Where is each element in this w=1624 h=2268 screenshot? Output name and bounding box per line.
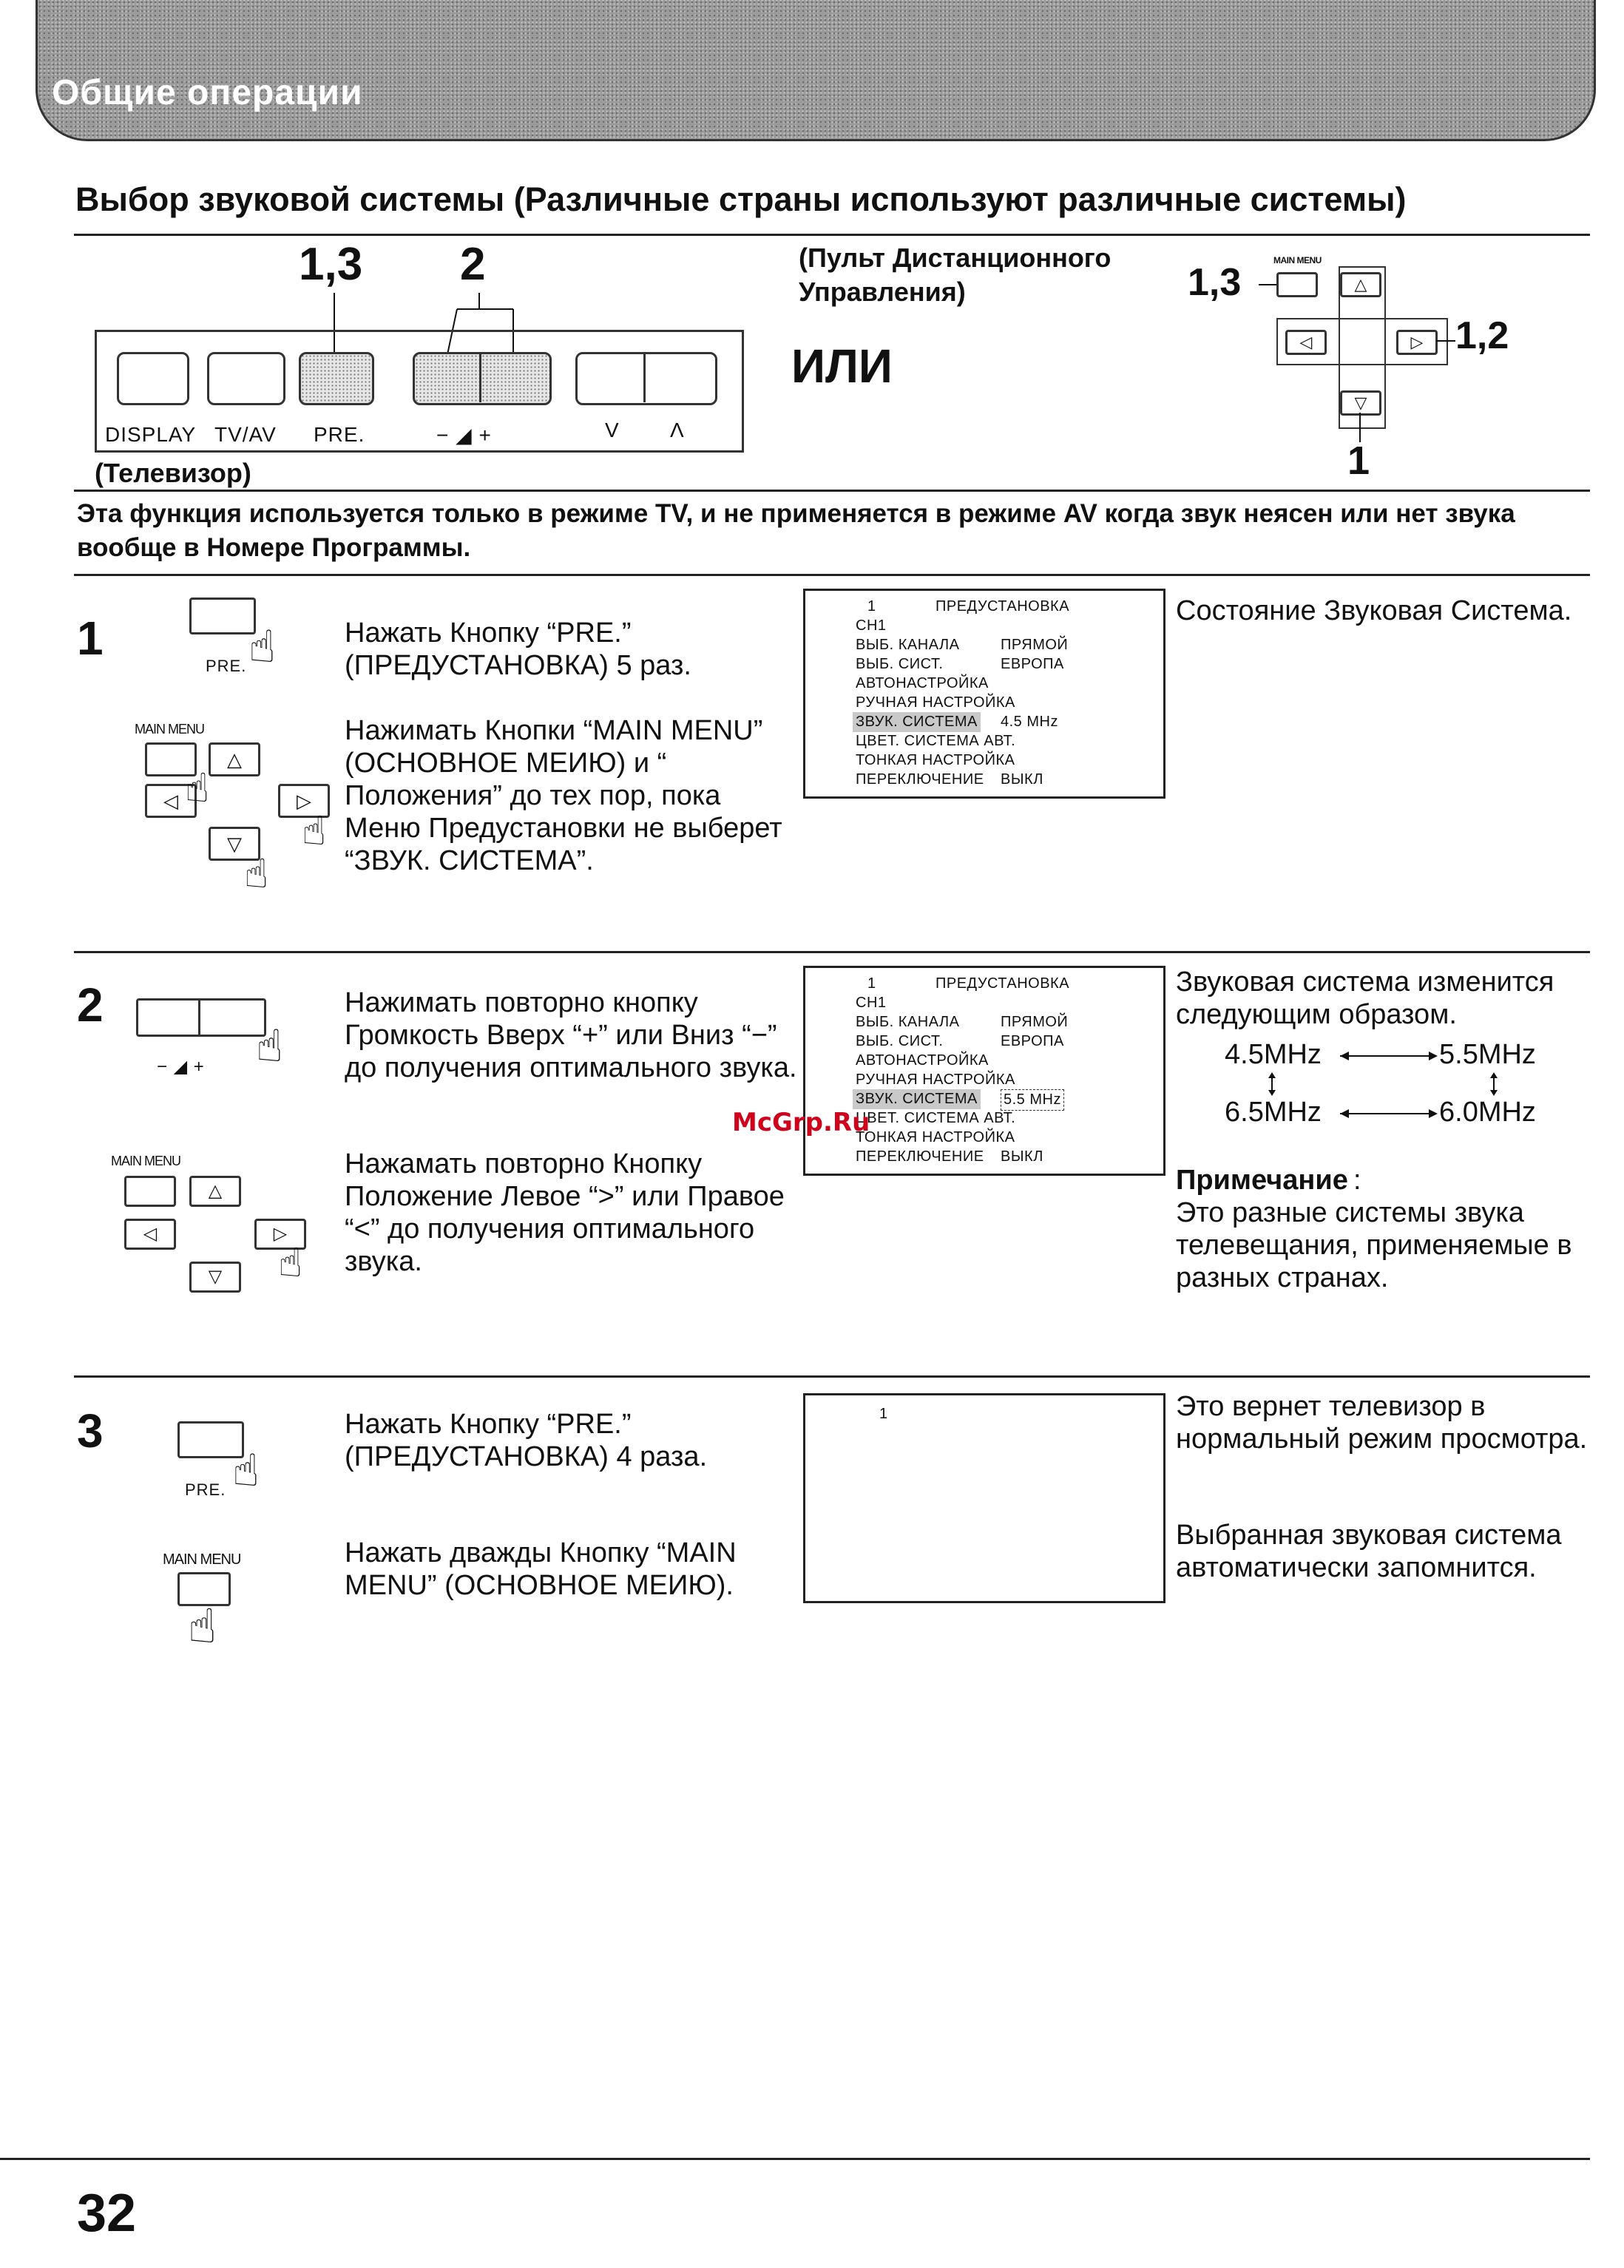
- step-2-text-b: Нажамать повторно Кнопку Положение Левое “>” или Правое “<” до получения оптимального звука.: [345, 1148, 785, 1277]
- osd-line-highlight: ЗВУК. СИСТЕМА: [853, 712, 981, 732]
- step-rule: [74, 951, 1590, 953]
- label-ch-down: V: [605, 419, 620, 441]
- osd-line: ЦВЕТ. СИСТЕМА АВТ.: [856, 1110, 1016, 1126]
- step-2-text-a: Нажимать повторно кнопку Громкость Вверх “+” или Вниз “−” до получения оптимального звука.: [345, 987, 797, 1083]
- left-key-icon: ◁: [124, 1219, 176, 1250]
- pointing-hand-icon: ☝: [278, 1241, 302, 1285]
- osd-line: АВТОНАСТРОЙКА: [856, 675, 989, 691]
- osd-line: ВЫБ. КАНАЛА: [856, 1014, 960, 1030]
- channel-buttons[interactable]: [575, 352, 717, 405]
- cycle-arrows: [1220, 1040, 1546, 1128]
- pointing-hand-icon: ☝: [244, 852, 268, 896]
- intro-note: Эта функция используется только в режиме TV, и не применяется в режиме AV когда звук неясен или нет звука вообще в Номере Программы.: [77, 499, 1515, 562]
- callout-1-3: 1,3: [299, 239, 363, 290]
- remote-left-button[interactable]: ◁: [1285, 330, 1327, 355]
- remote-down-button[interactable]: ▽: [1340, 390, 1381, 416]
- osd-line: ПЕРЕКЛЮЧЕНИЕ: [856, 771, 984, 788]
- osd-screen: [803, 966, 1165, 1176]
- step-1-right-text: Состояние Звуковая Система.: [1176, 595, 1572, 626]
- page-number: 32: [77, 2184, 137, 2243]
- remote-callout-1: 1: [1347, 439, 1370, 483]
- step-3-right-text-a: Это вернет телевизор в нормальный режим просмотра.: [1176, 1391, 1588, 1455]
- main-menu-key-label: MAIN MENU: [111, 1154, 180, 1168]
- volume-key-label: − ◢ +: [157, 1057, 205, 1077]
- cycle-value-a: 4.5MHz: [1225, 1039, 1322, 1070]
- osd-line: ВЫБ. КАНАЛА: [856, 637, 960, 653]
- title-rule: [74, 234, 1590, 236]
- osd-channel: 1: [879, 1406, 888, 1422]
- step-1-text-a: Нажать Кнопку “PRE.” (ПРЕДУСТАНОВКА) 5 раз.: [345, 617, 691, 681]
- osd-screen: [803, 1393, 1165, 1603]
- pre-button[interactable]: [299, 352, 374, 405]
- osd-channel: 1: [867, 975, 876, 992]
- remote-main-menu-button[interactable]: [1276, 272, 1318, 297]
- step-rule: [74, 1375, 1590, 1378]
- osd-line: АВТОНАСТРОЙКА: [856, 1052, 989, 1069]
- osd-line-value: ВЫКЛ: [1001, 1148, 1043, 1165]
- footer-rule: [0, 2158, 1590, 2160]
- section-title: Общие операции: [52, 73, 363, 112]
- right-key-icon: ▷: [254, 1219, 306, 1250]
- up-key-icon: △: [209, 742, 260, 776]
- remote-main-menu-label: MAIN MENU: [1273, 255, 1322, 265]
- osd-line: CH1: [856, 995, 887, 1011]
- pointing-hand-icon: ☝: [248, 622, 276, 671]
- osd-line: ВЫБ. СИСТ.: [856, 656, 944, 672]
- label-display: DISPLAY: [105, 423, 197, 446]
- step-1-text-b: Нажимать Кнопки “MAIN MENU” (ОСНОВНОЕ МЕИЮ) и “ Положения” до тех пор, пока Меню Предустановки не выберет “ЗВУК. СИСТЕМА”.: [345, 715, 782, 876]
- right-key-icon: ▷: [278, 784, 330, 818]
- remote-right-button[interactable]: ▷: [1396, 330, 1438, 355]
- note-label: Примечание: [1176, 1165, 1348, 1196]
- volume-key-divider: [198, 1001, 200, 1035]
- osd-line-value-blinking: 5.5 MHz: [1001, 1089, 1064, 1111]
- up-key-icon: △: [189, 1176, 241, 1207]
- osd-channel: 1: [867, 598, 876, 615]
- cycle-value-c: 6.5MHz: [1225, 1097, 1322, 1128]
- step-number: 1: [77, 612, 104, 665]
- remote-caption: (Пульт Дистанционного Управления): [799, 243, 1112, 307]
- dpad-center: [1340, 319, 1383, 362]
- or-label: ИЛИ: [791, 339, 893, 393]
- osd-line-value: 4.5 MHz: [1001, 714, 1058, 730]
- note-text: Это разные системы звука телевещания, применяемые в разных странах.: [1176, 1197, 1572, 1293]
- cycle-value-d: 6.0MHz: [1439, 1097, 1536, 1128]
- osd-line: РУЧНАЯ НАСТРОЙКА: [856, 1072, 1015, 1088]
- cycle-value-b: 5.5MHz: [1439, 1039, 1536, 1070]
- osd-title: ПРЕДУСТАНОВКА: [936, 975, 1070, 992]
- pointing-hand-icon: ☝: [188, 1600, 217, 1653]
- remote-callout-line: [1259, 284, 1276, 285]
- osd-title: ПРЕДУСТАНОВКА: [936, 598, 1070, 615]
- main-menu-key-label: MAIN MENU: [135, 722, 204, 737]
- osd-line: ЦВЕТ. СИСТЕМА АВТ.: [856, 733, 1016, 749]
- step-3-right-text-b: Выбранная звуковая система автоматически запомнится.: [1176, 1520, 1562, 1583]
- page-title: Выбор звуковой системы (Различные страны используют различные системы): [75, 180, 1407, 218]
- remote-callout-1-2: 1,2: [1455, 314, 1509, 357]
- channel-divider: [643, 353, 646, 402]
- osd-line-value: ЕВРОПА: [1001, 656, 1064, 672]
- label-pre: PRE.: [314, 423, 365, 446]
- osd-line: ПЕРЕКЛЮЧЕНИЕ: [856, 1148, 984, 1165]
- pointing-hand-icon: ☝: [302, 809, 326, 853]
- step-3-text-a: Нажать Кнопку “PRE.” (ПРЕДУСТАНОВКА) 4 раза.: [345, 1409, 708, 1472]
- osd-line-highlight: ЗВУК. СИСТЕМА: [853, 1089, 981, 1109]
- down-key-icon: ▽: [209, 827, 260, 861]
- step-number: 3: [77, 1404, 104, 1458]
- label-tv-av: TV/AV: [214, 423, 277, 446]
- osd-line-value: ВЫКЛ: [1001, 771, 1043, 788]
- section-banner: [35, 0, 1596, 141]
- osd-line-value: ЕВРОПА: [1001, 1033, 1064, 1049]
- intro-rule: [74, 574, 1590, 576]
- volume-key-icon: [136, 998, 266, 1037]
- pre-key-label: PRE.: [206, 657, 247, 675]
- note-colon: :: [1353, 1165, 1361, 1196]
- main-menu-key-label: MAIN MENU: [163, 1551, 241, 1568]
- volume-buttons[interactable]: [413, 352, 552, 405]
- tv-caption: (Телевизор): [95, 458, 251, 488]
- step-2-right-text: Звуковая система изменится следующим образом.: [1176, 967, 1554, 1030]
- step-number: 2: [77, 978, 104, 1032]
- section-rule: [74, 490, 1590, 492]
- osd-screen: [803, 589, 1165, 799]
- callout-2: 2: [460, 239, 486, 290]
- volume-divider: [479, 353, 481, 402]
- osd-line-value: ПРЯМОЙ: [1001, 1014, 1069, 1030]
- osd-line: ТОНКАЯ НАСТРОЙКА: [856, 752, 1015, 768]
- pre-key-icon: [189, 598, 256, 634]
- left-key-icon: ◁: [145, 784, 197, 818]
- pre-key-label: PRE.: [185, 1480, 226, 1499]
- pointing-hand-icon: ☝: [256, 1021, 283, 1071]
- down-key-icon: ▽: [189, 1262, 241, 1293]
- osd-line: РУЧНАЯ НАСТРОЙКА: [856, 694, 1015, 711]
- tv-av-button[interactable]: [207, 352, 285, 405]
- osd-line: ТОНКАЯ НАСТРОЙКА: [856, 1129, 1015, 1145]
- osd-line-value: ПРЯМОЙ: [1001, 637, 1069, 653]
- pointing-hand-icon: ☝: [185, 766, 209, 810]
- label-ch-up: Λ: [670, 419, 685, 441]
- osd-line: CH1: [856, 617, 887, 634]
- pointing-hand-icon: ☝: [232, 1446, 260, 1495]
- step-3-text-b: Нажать дважды Кнопку “MAIN MENU” (ОСНОВНОЕ МЕИЮ).: [345, 1537, 737, 1601]
- remote-callout-1-3: 1,3: [1188, 261, 1242, 304]
- osd-line: ВЫБ. СИСТ.: [856, 1033, 944, 1049]
- main-menu-key-icon: [124, 1176, 176, 1207]
- display-button[interactable]: [117, 352, 189, 405]
- remote-up-button[interactable]: △: [1340, 272, 1381, 297]
- label-volume: − ◢ +: [436, 424, 492, 447]
- remote-callout-line-right: [1436, 340, 1455, 342]
- watermark: McGrp.Ru: [732, 1108, 870, 1137]
